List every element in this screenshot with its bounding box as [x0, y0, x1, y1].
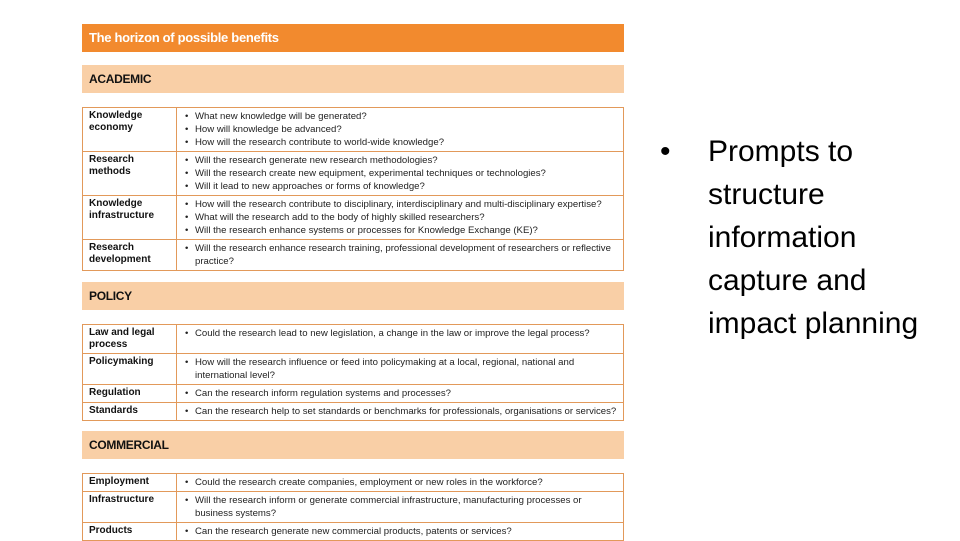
benefits-table-document	[82, 24, 624, 541]
slide-bullet-point	[660, 130, 950, 345]
table-row	[83, 523, 624, 541]
table-row	[83, 108, 624, 152]
question-list	[183, 356, 619, 382]
row-label: Policymaking	[83, 354, 177, 385]
row-label: Employment	[83, 474, 177, 492]
row-label: Research methods	[83, 152, 177, 196]
row-label: Products	[83, 523, 177, 541]
question-item: • How will the research influence or feed into policymaking at a local, regional, national and international level?	[183, 356, 619, 382]
section-gap	[82, 271, 624, 282]
row-label: Regulation	[83, 385, 177, 403]
question-item: • Will the research create new equipment, experimental techniques or technologies?	[183, 167, 619, 180]
document-title: The horizon of possible benefits	[82, 24, 624, 52]
question-item: • Will the research enhance research training, professional development of researchers or reflective practice?	[183, 242, 619, 268]
bullet-glyph: •	[660, 135, 671, 168]
row-label: Knowledge economy	[83, 108, 177, 152]
question-item: • What will the research add to the body of highly skilled researchers?	[183, 211, 619, 224]
question-list	[183, 198, 619, 237]
table-row	[83, 403, 624, 421]
section-header-gap	[82, 93, 624, 107]
row-questions	[177, 108, 624, 152]
row-questions	[177, 152, 624, 196]
section-header-gap	[82, 310, 624, 324]
question-list	[183, 327, 619, 340]
row-label: Knowledge infrastructure	[83, 196, 177, 240]
row-questions	[177, 403, 624, 421]
row-label: Law and legal process	[83, 325, 177, 354]
table-row	[83, 196, 624, 240]
table-row	[83, 492, 624, 523]
question-item: • Can the research inform regulation systems and processes?	[183, 387, 619, 400]
question-list	[183, 387, 619, 400]
table-row	[83, 240, 624, 271]
question-item: • Can the research help to set standards or benchmarks for professionals, organisations or services?	[183, 405, 619, 418]
row-questions	[177, 474, 624, 492]
row-questions	[177, 240, 624, 271]
question-item: • Could the research lead to new legislation, a change in the law or improve the legal process?	[183, 327, 619, 340]
section-table	[82, 473, 624, 541]
question-list	[183, 242, 619, 268]
question-item: • Will the research generate new research methodologies?	[183, 154, 619, 167]
row-label: Infrastructure	[83, 492, 177, 523]
table-row	[83, 152, 624, 196]
table-row	[83, 385, 624, 403]
section-table	[82, 107, 624, 271]
question-item: • Will the research enhance systems or processes for Knowledge Exchange (KE)?	[183, 224, 619, 237]
question-item: • Can the research generate new commercial products, patents or services?	[183, 525, 619, 538]
question-list	[183, 525, 619, 538]
section-table	[82, 324, 624, 421]
question-item: • Could the research create companies, employment or new roles in the workforce?	[183, 476, 619, 489]
question-list	[183, 405, 619, 418]
question-item: • Will the research inform or generate commercial infrastructure, manufacturing processes or business systems?	[183, 494, 619, 520]
table-row	[83, 325, 624, 354]
sections-container	[82, 52, 624, 541]
row-questions	[177, 196, 624, 240]
question-list	[183, 110, 619, 149]
question-item: • How will knowledge be advanced?	[183, 123, 619, 136]
question-list	[183, 154, 619, 193]
question-list	[183, 494, 619, 520]
row-questions	[177, 523, 624, 541]
table-row	[83, 474, 624, 492]
question-item: • Will it lead to new approaches or forms of knowledge?	[183, 180, 619, 193]
section-header-commercial: COMMERCIAL	[82, 431, 624, 459]
section-gap	[82, 421, 624, 431]
question-item: • How will the research contribute to world-wide knowledge?	[183, 136, 619, 149]
row-label: Standards	[83, 403, 177, 421]
row-questions	[177, 354, 624, 385]
section-header-gap	[82, 459, 624, 473]
row-questions	[177, 385, 624, 403]
row-questions	[177, 492, 624, 523]
question-item: • How will the research contribute to disciplinary, interdisciplinary and multi-disciplinary expertise?	[183, 198, 619, 211]
row-label: Research development	[83, 240, 177, 271]
bullet-text: Prompts to structure information capture and impact planning	[708, 135, 919, 340]
question-list	[183, 476, 619, 489]
section-gap	[82, 52, 624, 65]
table-row	[83, 354, 624, 385]
section-header-academic: ACADEMIC	[82, 65, 624, 93]
question-item: • What new knowledge will be generated?	[183, 110, 619, 123]
row-questions	[177, 325, 624, 354]
section-header-policy: POLICY	[82, 282, 624, 310]
